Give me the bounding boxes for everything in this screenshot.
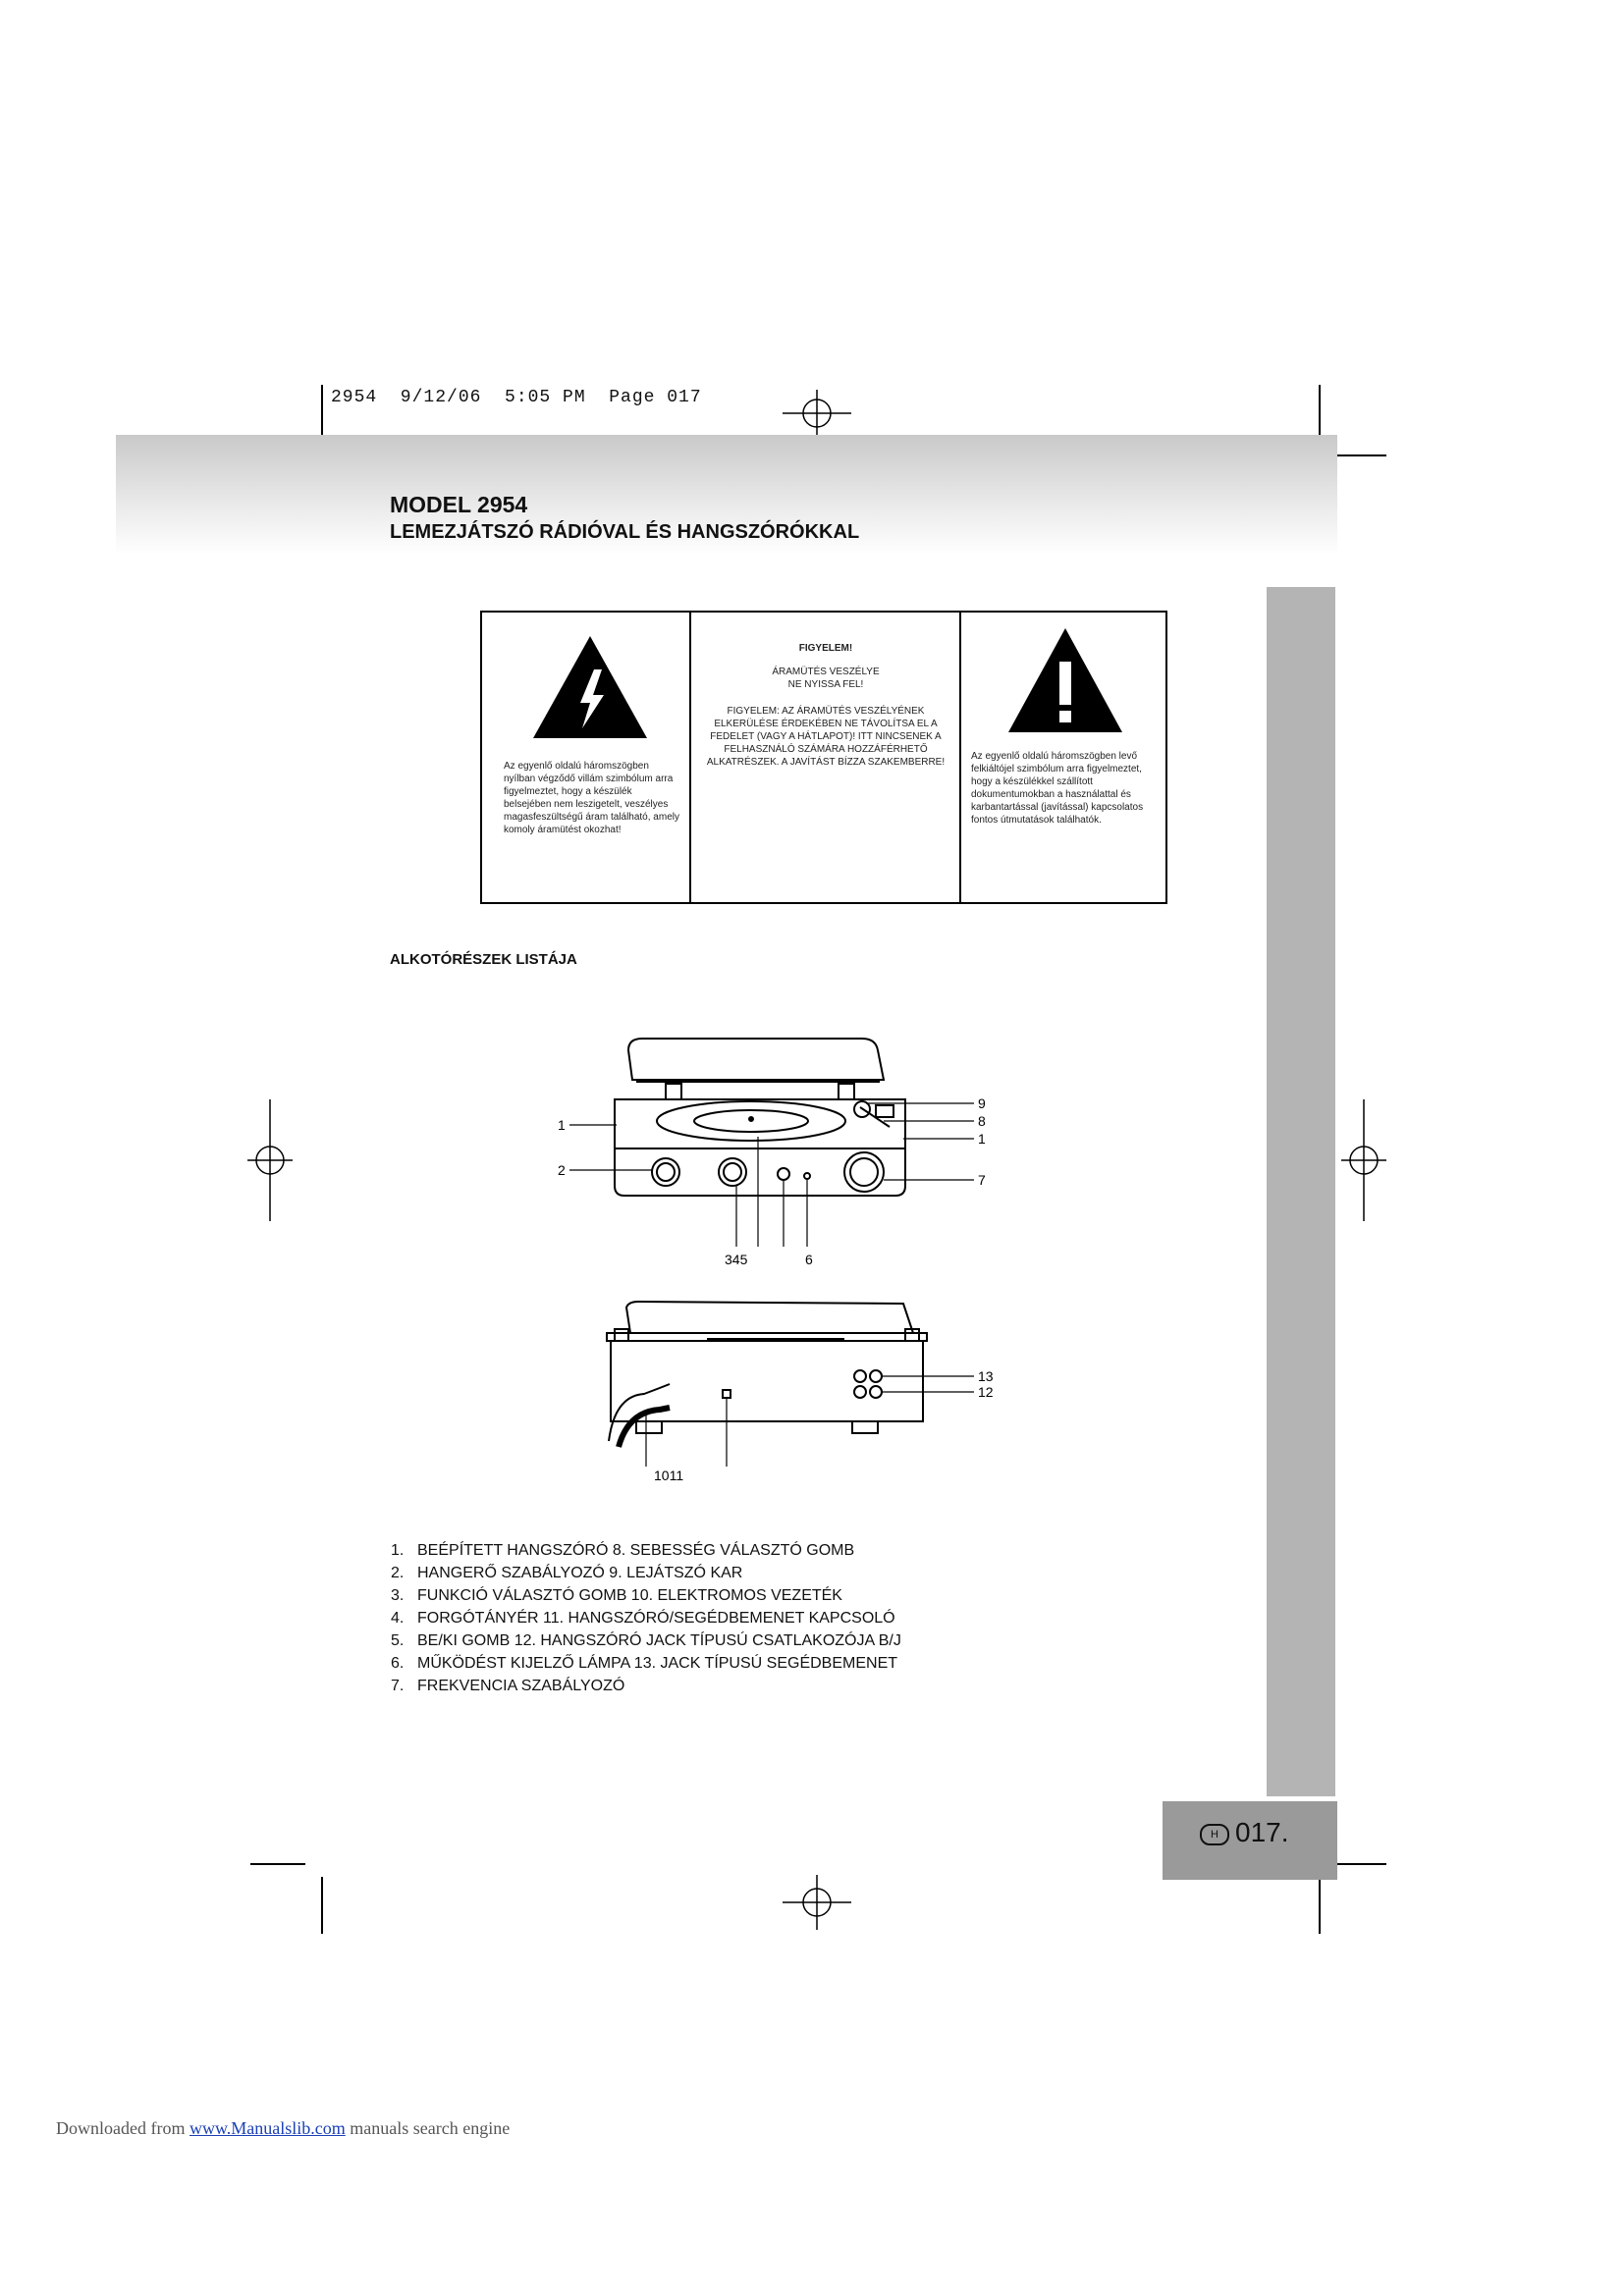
aux-input-jack [870,1370,882,1382]
product-subtitle: LEMEZJÁTSZÓ RÁDIÓVAL ÉS HANGSZÓRÓKKAL [390,521,860,543]
lightning-warning-text: Az egyenlő oldalú háromszögben nyílban végződő villám szimbólum arra figyelmeztet, hogy a készülék belsejében nem leszigetelt, veszélyes magasfeszültségű áram található, amely komoly áramütést okozhat! [504,761,679,835]
warning-line-open: NE NYISSA FEL! [787,679,864,690]
callout-label: 1011 [654,1468,684,1483]
list-item [391,1652,901,1675]
footer-prefix: Downloaded from [56,2118,189,2138]
list-item-number: 7. [391,1678,405,1694]
lid-back [626,1302,913,1333]
manualslib-link[interactable]: www.Manualslib.com [189,2118,346,2138]
callout-label: 6 [805,1252,813,1267]
crop-mark [321,1877,323,1934]
print-slug: 2954 9/12/06 5:05 PM Page 017 [331,388,702,407]
warning-divider [959,613,961,902]
turntable-back-diagram [589,1294,1021,1490]
language-badge-icon: H [1200,1824,1229,1845]
list-item [391,1675,901,1697]
list-item [391,1629,901,1652]
callout-label: 12 [978,1384,994,1400]
callout-label: 2 [558,1162,566,1178]
exclamation-warning-text: Az egyenlő oldalú háromszögben levő felkiáltójel szimbólum arra figyelmeztet, hogy a készülékkel szállított dokumentumokban a használattal és karbantartással (javítással) kapcsolatos fontos útmutatások találhatók. [971,751,1144,826]
crop-mark [1331,1863,1386,1865]
speaker-jack [870,1386,882,1398]
list-item-number: 2. [391,1565,405,1581]
power-led [804,1173,810,1179]
list-item-number: 6. [391,1655,405,1672]
model-title: MODEL 2954 [390,492,528,517]
list-item-number: 3. [391,1587,405,1604]
list-item-text: HANGERŐ SZABÁLYOZÓ 9. LEJÁTSZÓ KAR [417,1565,743,1581]
list-item-number: 4. [391,1610,405,1627]
list-item-text: BEÉPÍTETT HANGSZÓRÓ 8. SEBESSÉG VÁLASZTÓ GOMB [417,1542,855,1559]
registration-mark-left [247,1099,293,1221]
list-item-number: 1. [391,1542,405,1559]
crop-mark [250,1863,305,1865]
list-item-text: MŰKÖDÉST KIJELZŐ LÁMPA 13. JACK TÍPUSÚ SEGÉDBEMENET [417,1655,898,1672]
front-panel [615,1148,905,1196]
callout-label: 9 [978,1095,986,1111]
lid [628,1039,884,1080]
list-item-text: FORGÓTÁNYÉR 11. HANGSZÓRÓ/SEGÉDBEMENET KAPCSOLÓ [417,1610,895,1627]
registration-mark-bottom [783,1875,851,1930]
registration-mark-top [783,390,851,437]
list-item [391,1539,901,1562]
crop-mark [321,385,323,440]
list-item [391,1607,901,1629]
page-number-text: 017. [1235,1817,1289,1847]
callout-label: 345 [725,1252,748,1267]
callout-label: 1 [558,1117,566,1133]
lightning-warning-icon [531,634,649,740]
list-item-number: 5. [391,1632,405,1649]
callout-label: 8 [978,1113,986,1129]
warning-title: FIGYELEM! [798,643,853,654]
speaker-aux-switch [723,1390,731,1398]
parts-list [391,1539,901,1697]
list-item-text: FUNKCIÓ VÁLASZTÓ GOMB 10. ELEKTROMOS VEZETÉK [417,1587,842,1604]
callout-label: 1 [978,1131,986,1147]
footer-suffix: manuals search engine [345,2118,511,2138]
list-item-text: FREKVENCIA SZABÁLYOZÓ [417,1678,625,1694]
safety-warning-box [480,611,1167,904]
parts-list-title: ALKOTÓRÉSZEK LISTÁJA [390,951,577,968]
warning-line-shock: ÁRAMÜTÉS VESZÉLYE [772,667,880,677]
list-item [391,1562,901,1584]
crop-mark [1319,385,1321,440]
list-item-text: BE/KI GOMB 12. HANGSZÓRÓ JACK TÍPUSÚ CSATLAKOZÓJA B/J [417,1632,901,1649]
exclamation-warning-icon [1006,626,1124,734]
warning-body: FIGYELEM: AZ ÁRAMÜTÉS VESZÉLYÉNEK ELKERÜLÉSE ÉRDEKÉBEN NE TÁVOLÍTSA EL A FEDELET (VAGY A HÁTLAPOT)! ITT NINCSENEK A FELHASZNÁLÓ SZÁMÁRA HOZZÁFÉRHETŐ ALKATRÉSZEK. A JAVÍTÁST BÍZZA SZAKEMBERRE! [706,706,946,768]
list-item [391,1584,901,1607]
page-number [1200,1817,1289,1848]
callout-label: 13 [978,1368,994,1384]
registration-mark-right [1341,1099,1386,1221]
turntable-front-diagram [550,1021,1001,1276]
download-footer [56,2118,510,2139]
crop-mark [1331,454,1386,456]
power-button [778,1168,789,1180]
side-tab [1267,587,1335,1796]
callout-label: 7 [978,1172,986,1188]
crop-mark [1319,1877,1321,1934]
warning-divider [689,613,691,902]
